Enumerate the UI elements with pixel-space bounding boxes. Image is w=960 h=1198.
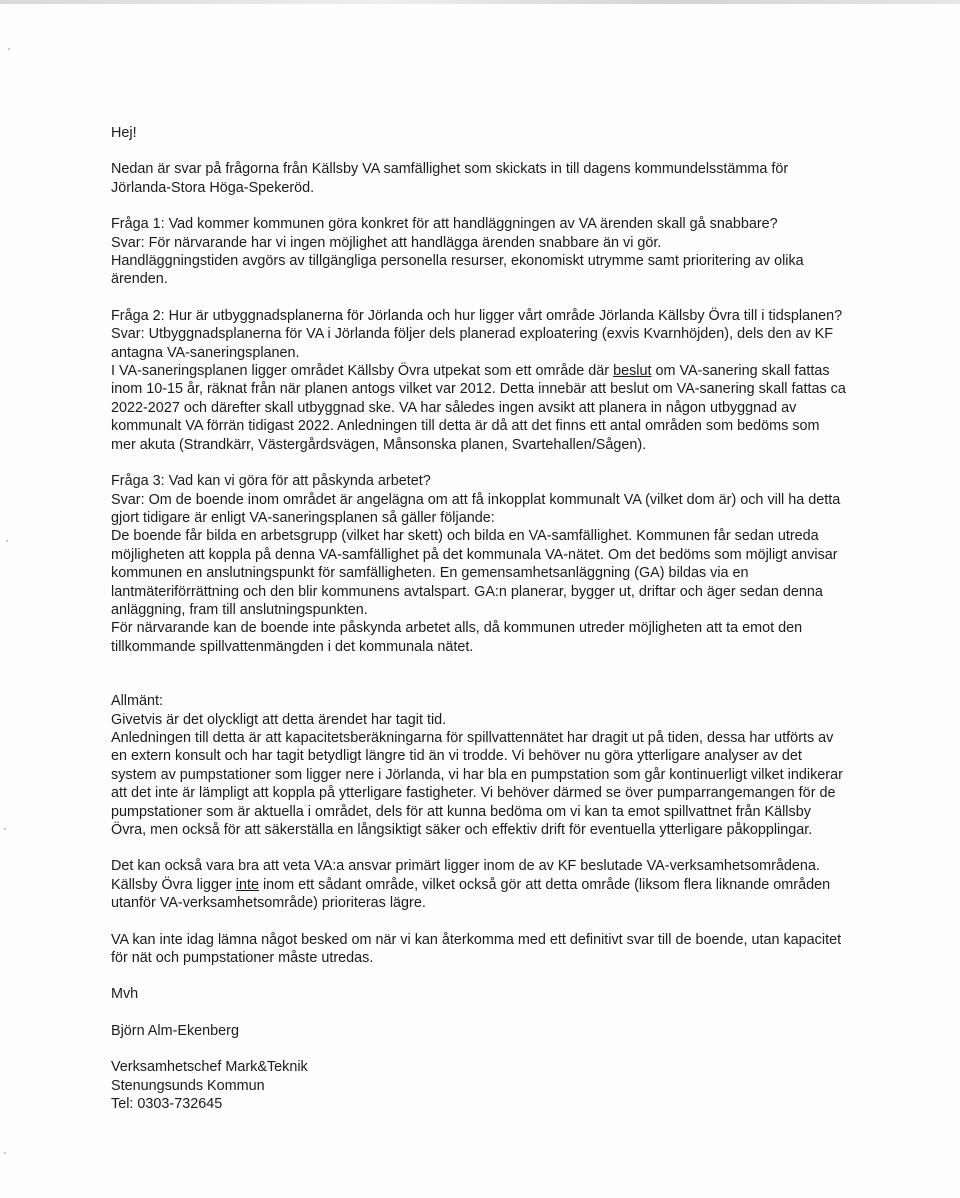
closing: Mvh [111,986,139,1003]
intro-paragraph: Nedan är svar på frågorna från Källsby VA samfällighet som skickats in till dagens kommundelsstämma för Jörlanda-Stora Höga-Spekeröd. [111,161,789,196]
answer-2-line-2 [111,362,846,454]
general-paragraph-2: Anledningen till detta är att kapacitetsberäkningarna för spillvattennätet har dragit ut på tiden, dessa har utförts av en extern konsult och har tagit betydligt längre tid än vi trodde. Vi behöver nu göra ytterligare analyser av det system av pumpstationer som ligger nere i Jörlanda, vi har bla en pumpstation som går kontinuerligt vilket indikerar att det inte är lämpligt att koppla på ytterligare fastigheter. Vi behöver därmed se över pumparrangemangen för de pumpstationer som är aktuella i området, dels för att kunna bedöma om vi kan ta emot spillvattnet från Källsby Övra, men också för att säkerställa en långsiktigt säker och effektiv drift för eventuella ytterligare påkopplingar. [111,729,843,838]
question-1: Fråga 1: Vad kommer kommunen göra konkret för att handläggningen av VA ärenden skall gå snabbare? [111,216,778,233]
general-p3-underlined-word: inte [235,876,259,893]
answer-2-text-post: om VA-sanering skall fattas inom 10-15 år, räknat från när planen antogs vilket var 2012. Detta innebär att beslut om VA-sanering skall fattas ca 2022-2027 och därefter skall utbyggnad ske. VA har således ingen avsikt att planera in någon utbyggnad av kommunalt VA förrän tidigast 2022. Anledningen till detta är då att det finns ett antal områden som bedöms som mer akuta (Strandkärr, Västergårdsvägen, Månsonska planen, Svartehallen/Sågen). [111,363,846,453]
signature-phone: Tel: 0303-732645 [111,1096,223,1113]
general-heading: Allmänt: [111,693,163,710]
signature-name: Björn Alm-Ekenberg [111,1022,239,1039]
scan-speck [6,540,8,542]
general-p3-pre: Det kan också vara bra att veta VA:a ansvar primärt ligger inom de av KF beslutade VA-verksamhetsområdena. Källsby Övra ligger [111,858,820,893]
general-paragraph-3 [111,857,846,912]
answer-3-line-2: De boende får bilda en arbetsgrupp (vilket har skett) och bilda en VA-samfällighet. Kommunen får sedan utreda möjligheten att koppla på denna VA-samfällighet på det kommunala VA-nätet. Om det bedöms som möjligt anvisar kommunen en anslutningspunkt för samfälligheten. En gemensamhetsanläggning (GA) bildas via en lantmäteriförrättning och den blir kommunens avtalspart. GA:n planerar, bygger ut, driftar och äger sedan denna anläggning, fram till anslutningspunkten. [111,528,838,618]
signature-organization: Stenungsunds Kommun [111,1077,265,1094]
general-paragraph-1: Givetvis är det olyckligt att detta ärendet har tagit tid. [111,711,447,728]
answer-1-line-1: Svar: För närvarande har vi ingen möjlighet att handlägga ärenden snabbare än vi gör. [111,234,662,251]
answer-2-text-pre: I VA-saneringsplanen ligger området Källsby Övra utpekat som ett område där [111,363,614,380]
answer-1-line-2: Handläggningstiden avgörs av tillgängliga personella resurser, ekonomiskt utrymme samt prioritering av olika ärenden. [111,253,804,288]
answer-2-line-1: Svar: Utbyggnadsplanerna för VA i Jörlanda följer dels planerad exploatering (exvis Kvarnhöjden), dels den av KF antagna VA-saneringsplanen. [111,326,834,361]
scan-top-edge [0,0,960,4]
scan-speck [4,1152,6,1154]
question-3: Fråga 3: Vad kan vi göra för att påskynda arbetet? [111,473,431,490]
question-2: Fråga 2: Hur är utbyggnadsplanerna för Jörlanda och hur ligger vårt område Jörlanda Källsby Övra till i tidsplanen? [111,307,843,324]
general-p3-post: inom ett sådant område, vilket också gör att detta område (liksom flera liknande områden utanför VA-verksamhetsområde) prioriteras lägre. [111,876,831,912]
letter-body [111,124,846,1113]
scan-speck [8,48,10,50]
general-paragraph-4: VA kan inte idag lämna något besked om när vi kan återkomma med ett definitivt svar till de boende, utan kapacitet för nät och pumpstationer måste utredas. [111,931,842,967]
greeting: Hej! [111,125,137,141]
signature-title: Verksamhetschef Mark&Teknik [111,1059,308,1076]
answer-2-underlined-word: beslut [613,363,652,380]
answer-3-line-1: Svar: Om de boende inom området är angelägna om att få inkopplat kommunalt VA (vilket dom är) och vill ha detta gjort tidigare är enligt VA-saneringsplanen så gäller följande: [111,491,841,526]
scan-speck [4,828,6,830]
answer-3-line-3: För närvarande kan de boende inte påskynda arbetet alls, då kommunen utreder möjligheten att ta emot den tillkommande spillvattenmängden i det kommunala nätet. [111,620,803,655]
